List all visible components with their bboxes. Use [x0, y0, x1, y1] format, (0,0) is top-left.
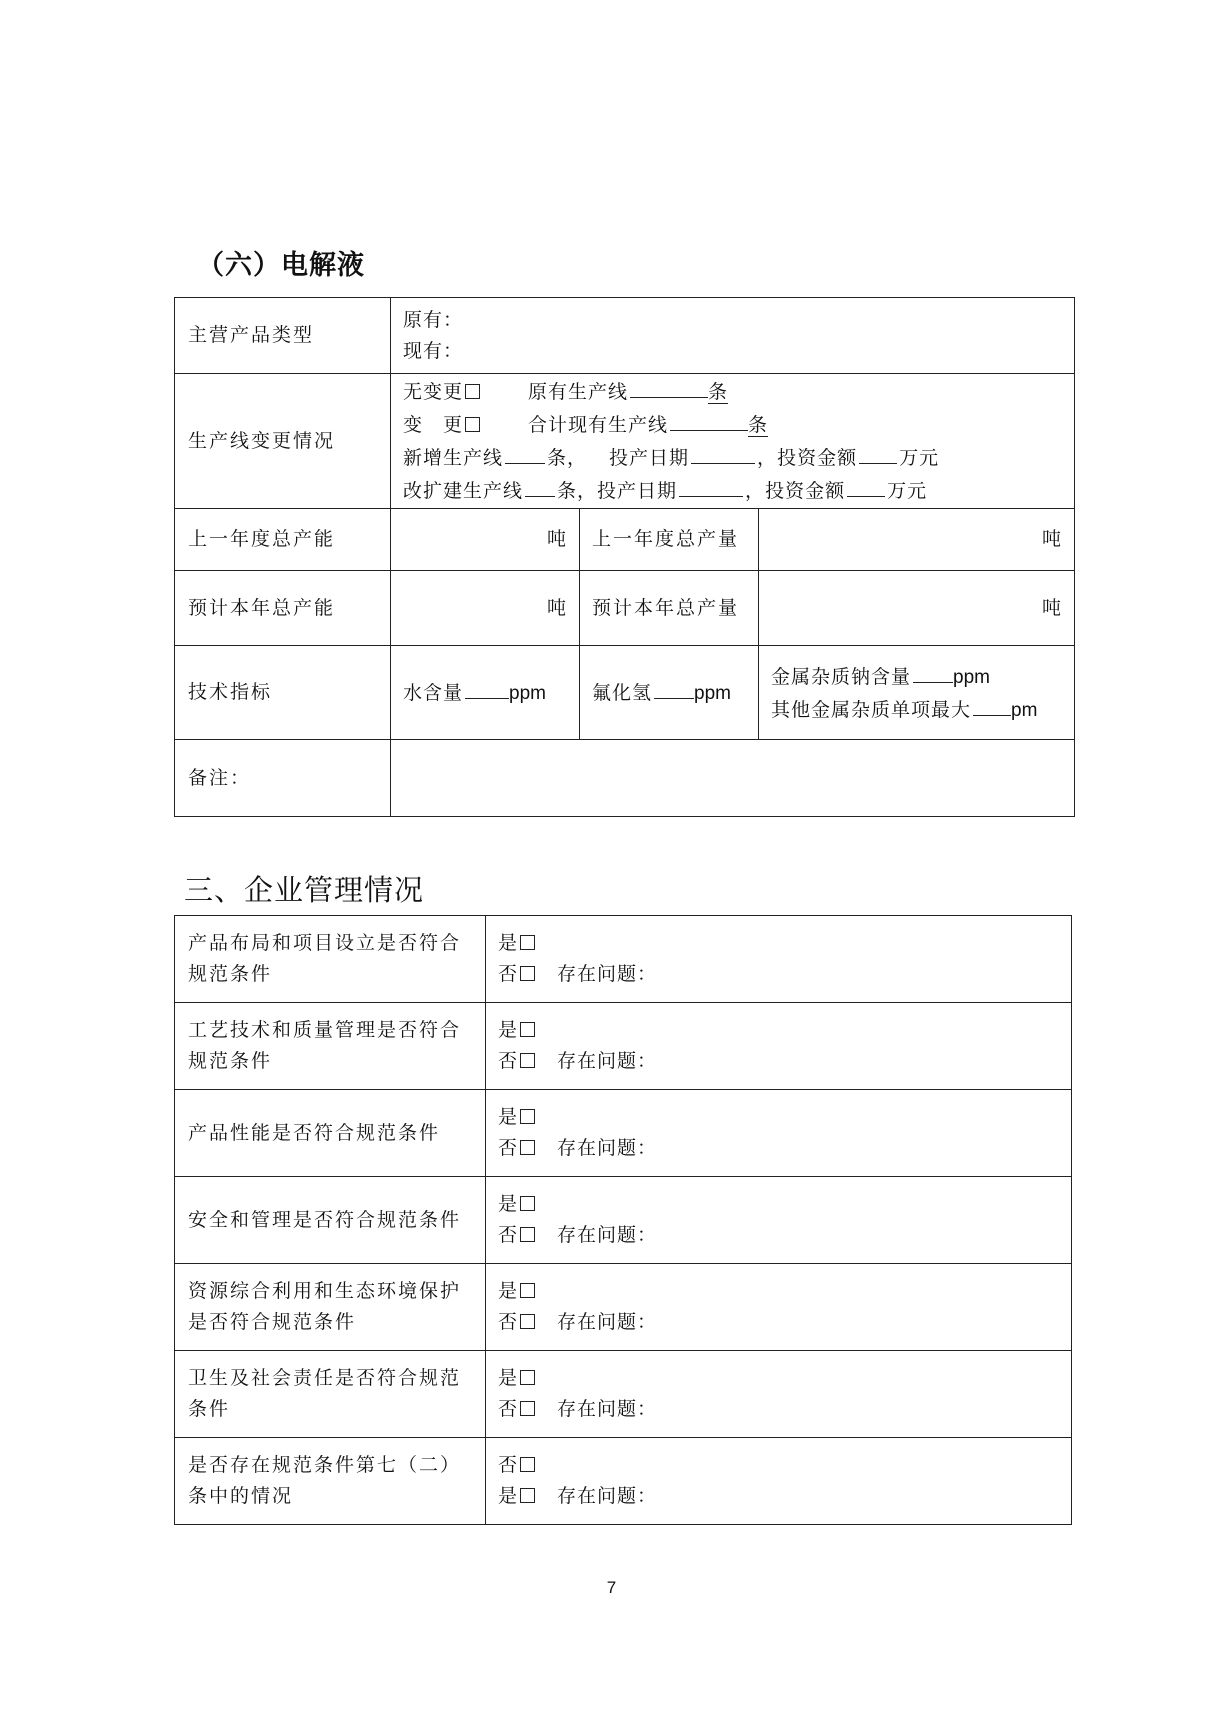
- product-type-cell[interactable]: [391, 298, 1075, 374]
- management-table: [174, 915, 1072, 1525]
- yes-label: 是: [498, 1280, 519, 1302]
- rebuild-start-date-blank[interactable]: [679, 474, 743, 497]
- hf-unit: ppm: [694, 683, 731, 704]
- check-item-line: 是否符合规范条件: [188, 1311, 357, 1333]
- hf-blank[interactable]: [654, 676, 694, 699]
- comma: ，: [757, 447, 778, 469]
- line-change-label: 生产线变更情况: [175, 374, 391, 509]
- page-number: 7: [606, 1578, 617, 1597]
- check-item-line: 产品布局和项目设立是否符合: [188, 932, 462, 954]
- total-lines-label: 合计现有生产线: [528, 414, 669, 436]
- water-content-blank[interactable]: [465, 676, 509, 699]
- last-year-capacity-label: 上一年度总产能: [175, 509, 391, 571]
- change-label: 变 更: [403, 414, 464, 436]
- metal-impurity-cell: [759, 646, 1075, 740]
- yes-checkbox[interactable]: [520, 935, 535, 950]
- plan-output-value[interactable]: 吨: [759, 571, 1075, 646]
- plan-capacity-label: 预计本年总产能: [175, 571, 391, 646]
- issue-field[interactable]: 存在问题：: [557, 963, 658, 985]
- other-metal-label: 其他金属杂质单项最大: [771, 698, 972, 721]
- issue-field[interactable]: 存在问题：: [557, 1398, 658, 1420]
- check-item-line: 资源综合利用和生态环境保护: [188, 1280, 462, 1302]
- water-content-unit: ppm: [509, 683, 546, 704]
- total-lines-unit: 条: [748, 414, 769, 436]
- total-lines-blank[interactable]: [670, 408, 748, 431]
- check-item-line: 是否存在规范条件第七（二）: [188, 1454, 462, 1476]
- remark-label: 备注：: [175, 740, 391, 817]
- check-item-label: [175, 1177, 486, 1264]
- rebuild-lines-unit: 条，: [557, 480, 598, 502]
- new-lines-blank[interactable]: [505, 441, 545, 464]
- check-answer-cell: [486, 916, 1072, 1003]
- check-item-line: 产品性能是否符合规范条件: [188, 1121, 441, 1144]
- issue-field[interactable]: 存在问题：: [557, 1311, 658, 1333]
- hf-label: 氟化氢: [592, 682, 653, 704]
- no-change-checkbox[interactable]: [465, 384, 480, 399]
- current-label: 现有：: [403, 339, 464, 362]
- issue-field[interactable]: 存在问题：: [557, 1050, 658, 1072]
- check-answer-cell: [486, 1351, 1072, 1438]
- check-item-line: 条中的情况: [188, 1485, 294, 1507]
- no-label: 否: [498, 963, 519, 985]
- electrolyte-table: [174, 297, 1075, 817]
- yes-label: 是: [498, 1019, 519, 1041]
- new-lines-label: 新增生产线: [403, 447, 504, 469]
- section-title: （六）电解液: [197, 250, 365, 281]
- issue-field[interactable]: 存在问题：: [557, 1485, 658, 1507]
- no-change-label: 无变更: [403, 381, 464, 403]
- no-label: 否: [498, 1137, 519, 1159]
- check-answer-cell: [486, 1438, 1072, 1525]
- new-start-date-blank[interactable]: [691, 441, 755, 464]
- rebuild-lines-label: 改扩建生产线: [403, 480, 524, 502]
- last-year-capacity-value[interactable]: 吨: [391, 509, 580, 571]
- yes-checkbox[interactable]: [520, 1370, 535, 1385]
- no-checkbox[interactable]: [520, 1314, 535, 1329]
- check-answer-cell: [486, 1177, 1072, 1264]
- yes-label: 是: [498, 932, 519, 954]
- rebuild-invest-label: 投资金额: [765, 480, 846, 502]
- no-checkbox[interactable]: [520, 1401, 535, 1416]
- check-item-line: 卫生及社会责任是否符合规范: [188, 1367, 462, 1389]
- plan-capacity-value[interactable]: 吨: [391, 571, 580, 646]
- check-item-line: 安全和管理是否符合规范条件: [188, 1208, 462, 1231]
- check-item-line: 规范条件: [188, 1050, 273, 1072]
- rebuild-lines-blank[interactable]: [525, 474, 555, 497]
- water-content-label: 水含量: [403, 682, 464, 704]
- check-answer-cell: [486, 1090, 1072, 1177]
- yes-checkbox[interactable]: [520, 1283, 535, 1298]
- new-start-date-label: 投产日期: [609, 447, 690, 469]
- orig-lines-blank[interactable]: [630, 375, 708, 398]
- check-item-line: 工艺技术和质量管理是否符合: [188, 1019, 462, 1041]
- yes-checkbox[interactable]: [520, 1196, 535, 1211]
- no-label: 否: [498, 1224, 519, 1246]
- new-invest-unit: 万元: [899, 447, 940, 469]
- check-item-line: 条件: [188, 1398, 231, 1420]
- issue-field[interactable]: 存在问题：: [557, 1137, 658, 1159]
- yes-checkbox[interactable]: [520, 1109, 535, 1124]
- product-type-label: 主营产品类型: [175, 298, 391, 374]
- rebuild-invest-blank[interactable]: [847, 474, 885, 497]
- change-checkbox[interactable]: [465, 417, 480, 432]
- rebuild-start-date-label: 投产日期: [597, 480, 678, 502]
- check-answer-cell: [486, 1264, 1072, 1351]
- check-item-label: [175, 1351, 486, 1438]
- no-label: 否: [498, 1050, 519, 1072]
- comma: ，: [745, 480, 766, 502]
- new-lines-unit: 条，: [547, 447, 588, 469]
- no-label: 否: [498, 1454, 519, 1476]
- check-answer-cell: [486, 1003, 1072, 1090]
- sodium-unit: ppm: [953, 666, 990, 688]
- yes-checkbox[interactable]: [520, 1022, 535, 1037]
- no-checkbox[interactable]: [520, 966, 535, 981]
- water-content-cell: [391, 646, 580, 740]
- last-year-output-label: 上一年度总产量: [580, 509, 759, 571]
- rebuild-invest-unit: 万元: [887, 480, 928, 502]
- original-label: 原有：: [403, 308, 464, 331]
- no-label: 否: [498, 1398, 519, 1420]
- new-invest-blank[interactable]: [859, 441, 897, 464]
- check-item-label: [175, 1090, 486, 1177]
- new-invest-label: 投资金额: [777, 447, 858, 469]
- check-item-label: [175, 1264, 486, 1351]
- no-checkbox[interactable]: [520, 1457, 535, 1472]
- other-metal-blank[interactable]: [973, 693, 1011, 716]
- tech-index-label: 技术指标: [175, 646, 391, 740]
- no-checkbox[interactable]: [520, 1140, 535, 1155]
- check-item-label: [175, 1438, 486, 1525]
- yes-label: 是: [498, 1193, 519, 1215]
- orig-lines-label: 原有生产线: [528, 381, 629, 403]
- sodium-blank[interactable]: [913, 660, 953, 683]
- yes-label: 是: [498, 1485, 519, 1507]
- other-metal-unit: pm: [1011, 699, 1038, 721]
- no-checkbox[interactable]: [520, 1053, 535, 1068]
- yes-checkbox[interactable]: [520, 1488, 535, 1503]
- management-section-title: 三、企业管理情况: [184, 873, 425, 907]
- no-checkbox[interactable]: [520, 1227, 535, 1242]
- yes-label: 是: [498, 1367, 519, 1389]
- issue-field[interactable]: 存在问题：: [557, 1224, 658, 1246]
- check-item-label: [175, 916, 486, 1003]
- no-label: 否: [498, 1311, 519, 1333]
- hf-cell: [580, 646, 759, 740]
- last-year-output-value[interactable]: 吨: [759, 509, 1075, 571]
- check-item-line: 规范条件: [188, 963, 273, 985]
- orig-lines-unit: 条: [708, 381, 729, 403]
- plan-output-label: 预计本年总产量: [580, 571, 759, 646]
- check-item-label: [175, 1003, 486, 1090]
- line-change-cell: [391, 374, 1075, 509]
- remark-field[interactable]: [391, 740, 1075, 817]
- yes-label: 是: [498, 1106, 519, 1128]
- sodium-label: 金属杂质钠含量: [771, 665, 912, 688]
